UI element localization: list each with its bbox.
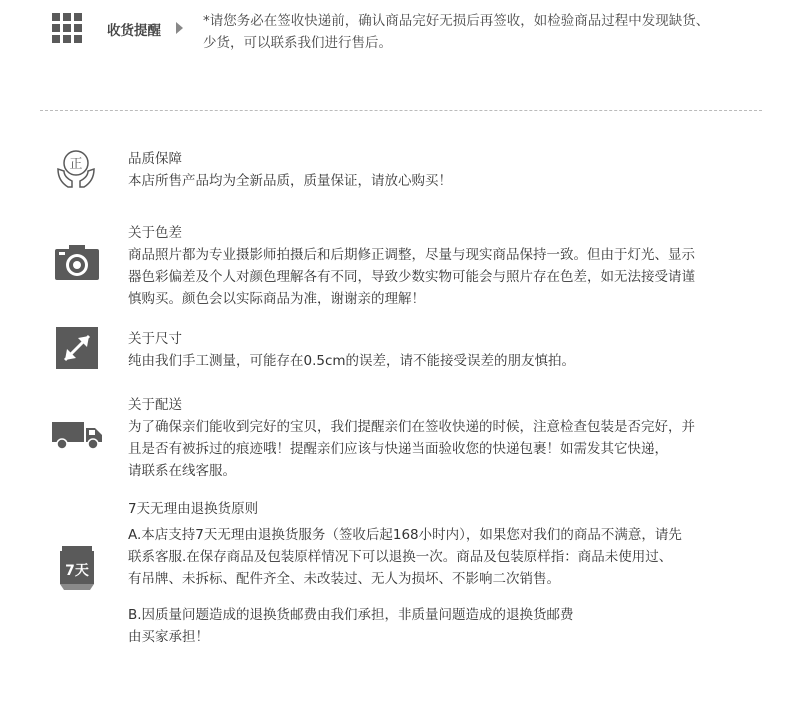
section-title: 关于配送: [128, 397, 182, 413]
color-section: [128, 222, 753, 310]
body-line: A.本店支持7天无理由退换货服务（签收后起168小时内），如果您对我们的商品不满意，请先: [128, 527, 682, 543]
body-line: 有吊牌、未拆标、配件齐全、未改装过、无人为损坏、不影响二次销售。: [128, 571, 560, 587]
returns-section: [128, 498, 753, 648]
section-title: 品质保障: [128, 151, 182, 167]
body-line: 请联系在线客服。: [128, 463, 236, 479]
section-divider: [40, 110, 762, 111]
quality-section: [128, 148, 753, 192]
section-body-a: [128, 524, 753, 590]
body-line: 由买家承担！: [128, 629, 209, 645]
resize-arrow-icon: [56, 327, 98, 369]
svg-text:正: 正: [69, 157, 83, 172]
section-body-b: [128, 604, 753, 648]
body-line: B.因质量问题造成的退换货邮费由我们承担，非质量问题造成的退换货邮费: [128, 607, 574, 623]
size-section: [128, 328, 753, 372]
delivery-section: [128, 394, 753, 482]
body-line: 且是否有被拆过的痕迹哦！提醒亲们应该与快递当面验收您的快递包裹！如需发其它快递，: [128, 441, 668, 457]
section-body: [128, 350, 753, 372]
body-line: 商品照片都为专业摄影师拍摄后和后期修正调整，尽量与现实商品保持一致。但由于灯光、显示: [128, 247, 695, 263]
body-line: 器色彩偏差及个人对颜色理解各有不同，导致少数实物可能会与照片存在色差，如无法接受请谨: [128, 269, 695, 285]
calendar-label: 7天: [65, 563, 89, 579]
reminder-line: 少货，可以联系我们进行售后。: [203, 35, 392, 51]
section-title: 关于色差: [128, 225, 182, 241]
section-title: 关于尺寸: [128, 331, 182, 347]
body-line: 本店所售产品均为全新品质，质量保证，请放心购买！: [128, 173, 452, 189]
reminder-label: 收货提醒: [107, 23, 161, 39]
section-body: [128, 170, 753, 192]
seven-day-calendar-icon: [60, 546, 94, 590]
quality-hands-icon: [54, 147, 98, 191]
grid-icon: [52, 13, 82, 43]
caret-right-icon: [175, 22, 184, 34]
section-title: 7天无理由退换货原则: [128, 501, 259, 517]
body-line: 纯由我们手工测量，可能存在0.5cm的误差，请不能接受误差的朋友慎拍。: [128, 353, 576, 369]
reminder-text: [203, 10, 763, 54]
camera-icon: [55, 244, 99, 280]
reminder-line: *请您务必在签收快递前，确认商品完好无损后再签收，如检验商品过程中发现缺货、: [203, 13, 710, 29]
section-body: [128, 416, 753, 482]
section-body: [128, 244, 753, 310]
body-line: 联系客服.在保存商品及包装原样情况下可以退换一次。商品及包装原样指：商品未使用过、: [128, 549, 673, 565]
body-line: 慎购买。颜色会以实际商品为准，谢谢亲的理解！: [128, 291, 425, 307]
body-line: 为了确保亲们能收到完好的宝贝，我们提醒亲们在签收快递的时候，注意检查包装是否完好，并: [128, 419, 695, 435]
truck-icon: [52, 420, 102, 450]
